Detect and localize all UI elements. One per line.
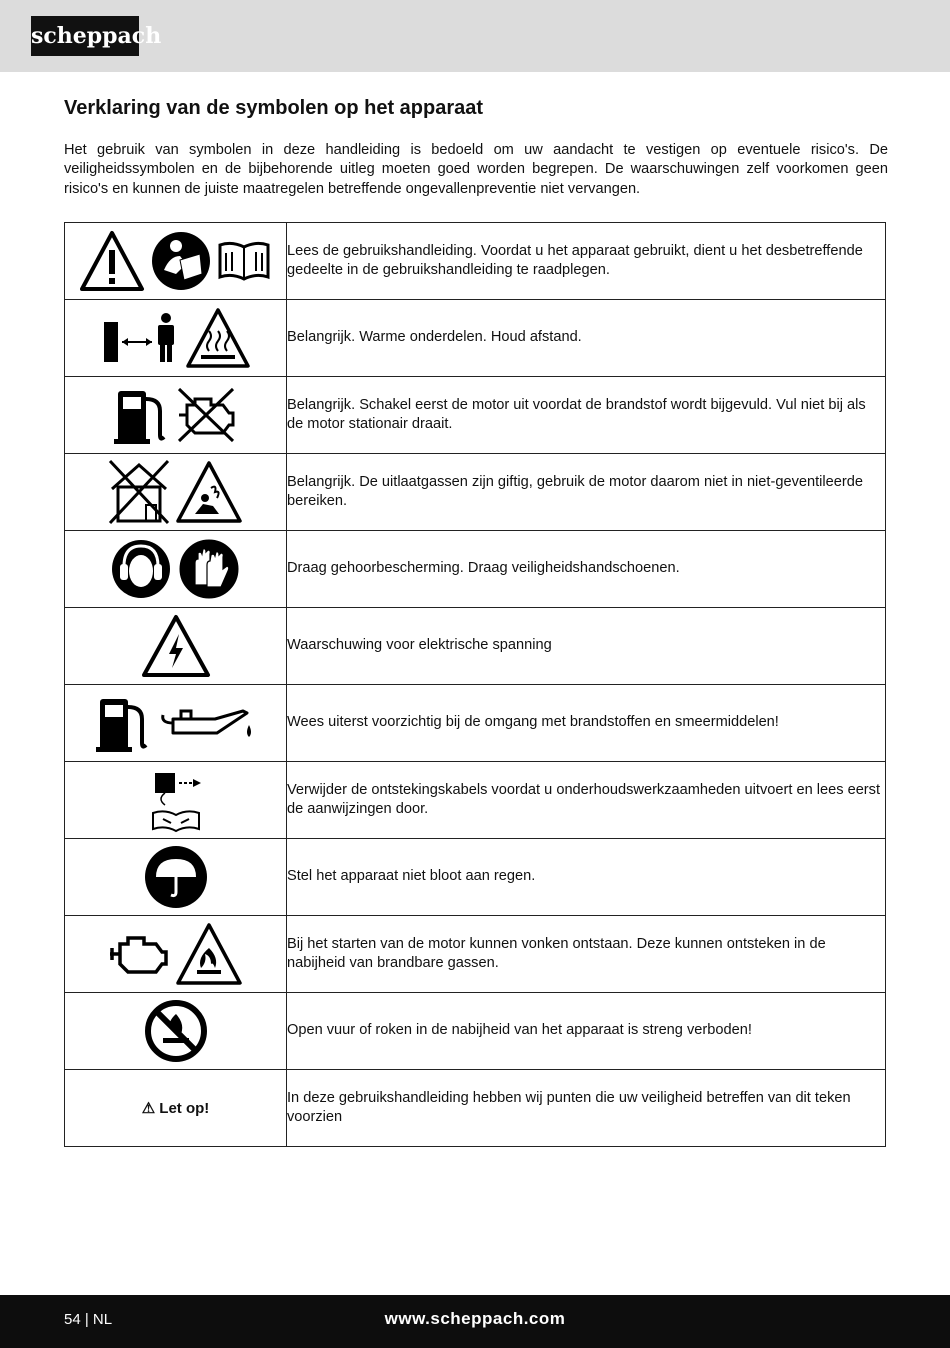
icon-cell xyxy=(65,300,287,377)
page-title: Verklaring van de symbolen op het apparaat xyxy=(64,97,484,119)
table-row xyxy=(65,608,886,685)
page-number: 54 | NL xyxy=(64,1311,113,1328)
table-row xyxy=(65,685,886,762)
description-cell: Verwijder de ontstekingskabels voordat u onderhoudswerkzaamheden uitvoert en lees eerst de aanwijzingen door. xyxy=(287,762,886,839)
keep-distance-icon xyxy=(100,310,180,366)
table-row xyxy=(65,300,886,377)
icon-cell xyxy=(65,377,287,454)
table-row xyxy=(65,454,886,531)
icon-cell xyxy=(65,531,287,608)
table-row xyxy=(65,993,886,1070)
engine-icon xyxy=(108,930,170,978)
electric-hazard-icon xyxy=(141,614,211,678)
flammable-icon xyxy=(175,922,243,986)
description-cell: In deze gebruikshandleiding hebben wij punten die uw veiligheid betreffen van dit teken voorzien xyxy=(287,1070,886,1147)
description-cell: Waarschuwing voor elektrische spanning xyxy=(287,608,886,685)
description-cell: Draag gehoorbescherming. Draag veiligheidshandschoenen. xyxy=(287,531,886,608)
icon-cell xyxy=(65,916,287,993)
table-row xyxy=(65,839,886,916)
book-icon xyxy=(216,239,272,283)
no-indoor-use-icon xyxy=(108,459,170,525)
icon-cell xyxy=(65,608,287,685)
footer-bar xyxy=(0,1295,950,1348)
table-row xyxy=(65,377,886,454)
description-cell: Belangrijk. De uitlaatgassen zijn giftig, gebruik de motor daarom niet in niet-geventileerde bereiken. xyxy=(287,454,886,531)
description-cell: Open vuur of roken in de nabijheid van het apparaat is streng verboden! xyxy=(287,993,886,1070)
icon-cell xyxy=(65,685,287,762)
icon-cell xyxy=(65,1070,287,1147)
attention-label: ⚠ Let op! xyxy=(141,1099,210,1117)
icon-cell xyxy=(65,762,287,839)
icon-cell xyxy=(65,839,287,916)
warning-triangle-icon xyxy=(79,230,145,292)
intro-paragraph: Het gebruik van symbolen in deze handleiding is bedoeld om uw aandacht te vestigen op eventuele risico's. De veiligheidssymbolen en de bijbehorende uitleg moeten goed worden begrepen. De waarschuwingen zelf voorkomen geen risico's en kunnen de juiste maatregelen betreffende ongevallenpreventie niet vervangen. xyxy=(64,142,888,197)
engine-off-icon xyxy=(175,385,237,445)
brand-logo: scheppach xyxy=(31,16,139,56)
ear-protection-icon xyxy=(110,538,172,600)
read-manual-icon xyxy=(150,230,212,292)
oil-can-icon xyxy=(157,701,255,745)
description-cell: Lees de gebruikshandleiding. Voordat u het apparaat gebruikt, dient u het desbetreffende gedeelte in de gebruikshandleiding te raadplegen. xyxy=(287,223,886,300)
website-link[interactable]: www.scheppach.com xyxy=(384,1309,566,1328)
table-row xyxy=(65,1070,886,1147)
icon-cell xyxy=(65,993,287,1070)
description-cell: Stel het apparaat niet bloot aan regen. xyxy=(287,839,886,916)
description-cell: Belangrijk. Warme onderdelen. Houd afstand. xyxy=(287,300,886,377)
table-row xyxy=(65,916,886,993)
table-row xyxy=(65,531,886,608)
table-row xyxy=(65,762,886,839)
description-cell: Belangrijk. Schakel eerst de motor uit voordat de brandstof wordt bijgevuld. Vul niet bij als de motor stationair draait. xyxy=(287,377,886,454)
hot-surface-icon xyxy=(185,307,251,369)
fuel-pump-icon xyxy=(114,385,170,445)
symbols-table xyxy=(64,222,886,1147)
umbrella-icon xyxy=(143,844,209,910)
table-row xyxy=(65,223,886,300)
toxic-fumes-icon xyxy=(175,460,243,524)
icon-cell xyxy=(65,454,287,531)
description-cell: Bij het starten van de motor kunnen vonken ontstaan. Deze kunnen ontsteken in de nabijheid van brandbare gassen. xyxy=(287,916,886,993)
fuel-pump-icon xyxy=(96,693,152,753)
spark-plug-manual-icon xyxy=(149,767,203,833)
description-cell: Wees uiterst voorzichtig bij de omgang met brandstoffen en smeermiddelen! xyxy=(287,685,886,762)
no-open-fire-icon xyxy=(143,998,209,1064)
header-bar xyxy=(0,0,950,72)
gloves-icon xyxy=(177,537,241,601)
icon-cell xyxy=(65,223,287,300)
